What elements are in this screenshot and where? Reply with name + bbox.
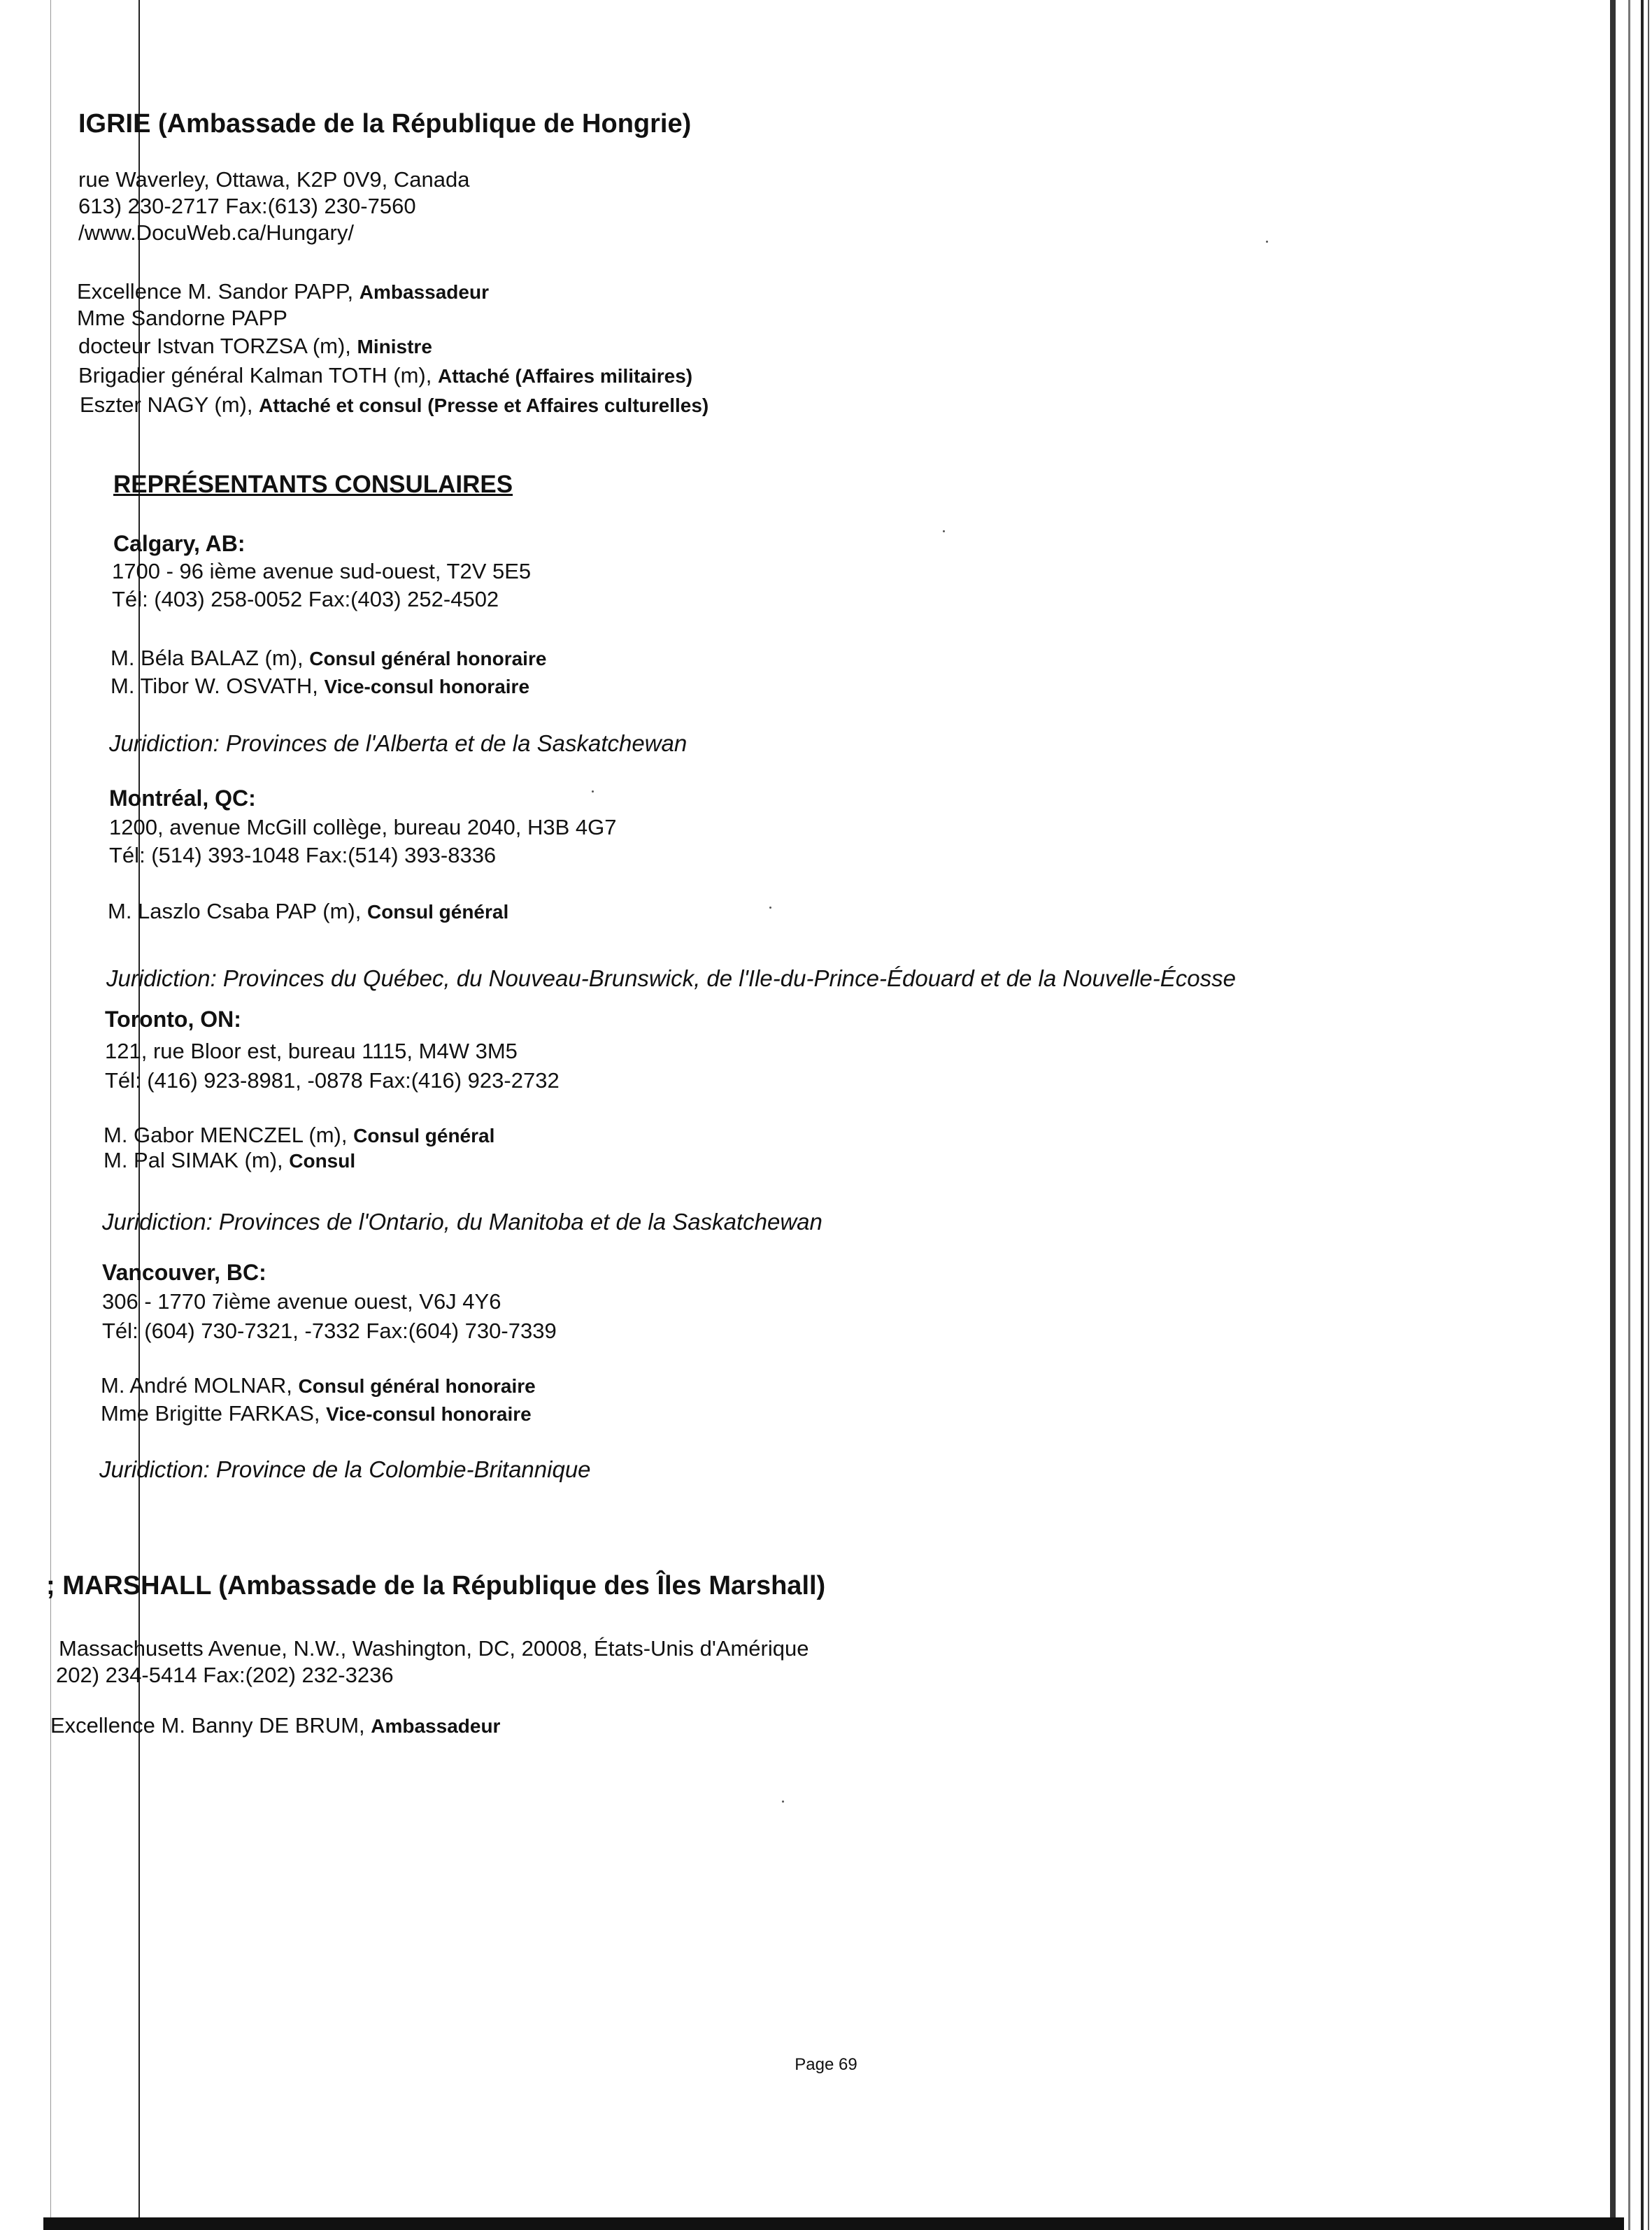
scan-speck [782, 1801, 784, 1803]
hungary-website: /www.DocuWeb.ca/Hungary/ [78, 220, 354, 245]
marshall-address: Massachusetts Avenue, N.W., Washington, DC, 20008, États-Unis d'Amérique [59, 1636, 809, 1661]
hungary-staff-1: Excellence M. Sandor PAPP, Ambassadeur [77, 279, 489, 304]
scan-margin-line-left [50, 0, 51, 2230]
marshall-title: ; MARSHALL (Ambassade de la République des Îles Marshall) [46, 1571, 826, 1600]
office-staff-2: M. Pal SIMAK (m), Consul [104, 1148, 356, 1172]
hungary-staff-3: docteur Istvan TORZSA (m), Ministre [78, 334, 432, 358]
office-staff-1: M. André MOLNAR, Consul général honoraire [101, 1373, 536, 1398]
office-address: 306 - 1770 7ième avenue ouest, V6J 4Y6 [102, 1289, 501, 1314]
marshall-phone: 202) 234-5414 Fax:(202) 232-3236 [56, 1663, 394, 1687]
office-phone: Tél: (403) 258-0052 Fax:(403) 252-4502 [112, 587, 499, 611]
hungary-title: IGRIE (Ambassade de la République de Hongrie) [78, 109, 692, 139]
office-staff-2: M. Tibor W. OSVATH, Vice-consul honoraire [111, 674, 530, 698]
office-city: Montréal, QC: [109, 786, 256, 811]
hungary-staff-2: Mme Sandorne PAPP [77, 306, 287, 330]
hungary-address: rue Waverley, Ottawa, K2P 0V9, Canada [78, 167, 470, 192]
office-jurisdiction: Juridiction: Provinces de l'Ontario, du Manitoba et de la Saskatchewan [102, 1209, 823, 1235]
office-address: 1200, avenue McGill collège, bureau 2040, H3B 4G7 [109, 815, 617, 839]
office-jurisdiction: Juridiction: Provinces du Québec, du Nouveau-Brunswick, de l'Ile-du-Prince-Édouard et de la Nouvelle-Écosse [106, 965, 1236, 991]
office-phone: Tél: (514) 393-1048 Fax:(514) 393-8336 [109, 843, 497, 867]
office-address: 121, rue Bloor est, bureau 1115, M4W 3M5 [105, 1039, 518, 1063]
hungary-staff-4: Brigadier général Kalman TOTH (m), Attaché (Affaires militaires) [78, 363, 693, 388]
marshall-staff-1: Excellence M. Banny DE BRUM, Ambassadeur [50, 1713, 501, 1738]
hungary-staff-5: Eszter NAGY (m), Attaché et consul (Presse et Affaires culturelles) [80, 392, 709, 417]
scan-speck [943, 530, 945, 532]
office-city: Calgary, AB: [113, 531, 245, 556]
scan-speck [1266, 241, 1268, 243]
hungary-phone: 613) 230-2717 Fax:(613) 230-7560 [78, 194, 416, 218]
scan-speck [769, 907, 771, 909]
office-staff-1: M. Laszlo Csaba PAP (m), Consul général [108, 899, 509, 923]
consular-heading: REPRÉSENTANTS CONSULAIRES [113, 471, 513, 498]
office-jurisdiction: Juridiction: Province de la Colombie-Britannique [99, 1456, 591, 1482]
scan-speck [592, 790, 594, 793]
scan-right-edge [1609, 0, 1652, 2230]
office-phone: Tél: (604) 730-7321, -7332 Fax:(604) 730-7339 [102, 1319, 557, 1343]
office-address: 1700 - 96 ième avenue sud-ouest, T2V 5E5 [112, 559, 532, 583]
office-staff-1: M. Béla BALAZ (m), Consul général honoraire [111, 646, 547, 670]
office-city: Toronto, ON: [105, 1007, 241, 1032]
office-staff-2: Mme Brigitte FARKAS, Vice-consul honoraire [101, 1401, 532, 1426]
office-jurisdiction: Juridiction: Provinces de l'Alberta et de la Saskatchewan [109, 730, 688, 756]
office-city: Vancouver, BC: [102, 1260, 266, 1285]
scan-bottom-bar [43, 2217, 1624, 2230]
office-phone: Tél: (416) 923-8981, -0878 Fax:(416) 923-2732 [105, 1068, 560, 1093]
page-number: Page 69 [795, 2055, 857, 2074]
office-staff-1: M. Gabor MENCZEL (m), Consul général [104, 1123, 495, 1147]
